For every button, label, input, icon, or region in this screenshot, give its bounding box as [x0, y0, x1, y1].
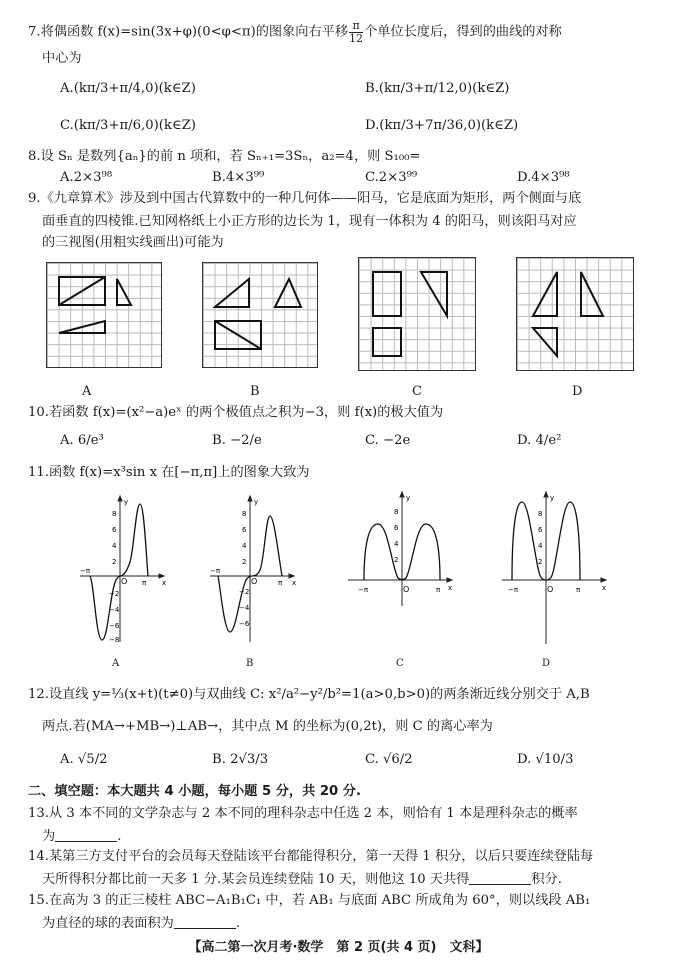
q9-label-a: A: [82, 384, 92, 399]
q9-figure-c: [359, 258, 475, 370]
q9-stem-line3: 的三视图(用粗实线画出)可能为: [42, 235, 224, 250]
q12-stem-line1: 12.设直线 y=⅓(x+t)(t≠0)与双曲线 C: x²/a²−y²/b²=1(a>0,b>0)的两条渐近线分别交于 A,B: [28, 687, 590, 702]
q11-b-tick-4: 4: [242, 542, 247, 550]
q7-stem-line2: 中心为: [42, 51, 82, 66]
q11-c-tick-8: 8: [394, 508, 399, 516]
q14-answer-blank[interactable]: [469, 872, 531, 885]
q9-figure-a: [47, 263, 161, 367]
q13-answer-blank[interactable]: [55, 829, 117, 842]
q11-d-pi: π: [576, 586, 581, 594]
q11-a-tick-m4: −4: [109, 606, 120, 614]
q11-graph-c: [344, 488, 456, 608]
q7-option-c: C.(kπ/3+π/6,0)(k∈Z): [60, 118, 196, 133]
q10-option-d: D. 4/e²: [517, 433, 562, 448]
q11-graph-b: [206, 492, 298, 652]
q14-stem-line1: 14.某第三方支付平台的会员每天登陆该平台都能得积分，第一天得 1 积分，以后只要连续登陆每: [28, 849, 594, 864]
q11-c-tick-6: 6: [394, 524, 399, 532]
q11-b-tick-8: 8: [242, 510, 247, 518]
q10-option-c: C. −2e: [365, 433, 411, 448]
q11-label-a: A: [112, 658, 120, 669]
q11-a-tick-m6: −6: [109, 622, 120, 630]
q12-stem-line2: 两点.若(MA→+MB→)⊥AB→，其中点 M 的坐标为(0,2t)，则 C 的离心率为: [42, 719, 493, 734]
q11-a-neg-pi: −π: [80, 567, 91, 575]
q13-stem-line2: 为 .: [42, 829, 122, 844]
q11-b-neg-pi: −π: [210, 567, 221, 575]
q11-a-axis-x: x: [162, 579, 167, 587]
q11-b-tick-m2: −2: [239, 588, 250, 596]
q11-label-c: C: [396, 658, 404, 669]
q15-stem-line2: 为直径的球的表面积为 .: [42, 916, 241, 931]
q7-option-b: B.(kπ/3+π/12,0)(k∈Z): [365, 81, 510, 96]
q13-stem-line1: 13.从 3 本不同的文学杂志与 2 本不同的理科杂志中任选 2 本，则恰有 1 本是理科杂志的概率: [28, 806, 578, 821]
q11-d-origin: O: [547, 585, 554, 594]
q11-c-pi: π: [436, 586, 441, 594]
q8-option-c: C.2×3⁹⁹: [365, 170, 418, 185]
q9-grid-d: [516, 257, 634, 371]
q7-stem-line1: 7.将偶函数 f(x)=sin(3x+φ)(0<φ<π)的图象向右平移 $\frac{\pi}{12}$ 个单位长度后，得到的曲线的对称: [28, 19, 562, 45]
q11-c-tick-2: 2: [394, 556, 399, 564]
q11-graph-d: [498, 488, 610, 648]
q11-d-axis-x: x: [602, 584, 607, 592]
q12-option-a: A. √5/2: [60, 752, 108, 767]
q12-option-c: C. √6/2: [365, 752, 413, 767]
q14-stem-line2: 天所得积分都比前一天多 1 分.某会员连续登陆 10 天，则他这 10 天共得 积分.: [42, 872, 562, 887]
q11-b-pi: π: [278, 579, 283, 587]
q7-fraction: $\frac{\pi}{12}$: [349, 19, 364, 45]
q11-b-axis-y: y: [254, 498, 259, 506]
q11-b-tick-2: 2: [242, 558, 247, 566]
q11-d-axis-y: y: [550, 494, 555, 502]
q11-a-tick-4: 4: [112, 542, 117, 550]
q10-stem: 10.若函数 f(x)=(x²−a)eˣ 的两个极值点之积为−3，则 f(x)的极大值为: [28, 405, 444, 420]
q9-stem-line2: 面垂直的四棱锥.已知网格纸上小正方形的边长为 1，现有一体积为 4 的阳马，则该阳马对应: [42, 214, 577, 229]
q11-label-d: D: [542, 658, 551, 669]
q11-c-axis-y: y: [406, 494, 411, 502]
q11-d-tick-6: 6: [538, 526, 543, 534]
q11-a-origin: O: [121, 577, 128, 586]
q9-grid-b: [202, 262, 318, 368]
q11-a-tick-m2: −2: [109, 590, 120, 598]
q11-c-tick-4: 4: [394, 540, 399, 548]
q9-label-b: B: [250, 384, 260, 399]
q9-grid-c: [358, 257, 476, 371]
q11-a-tick-8: 8: [112, 510, 117, 518]
q8-option-d: D.4×3⁹⁸: [517, 170, 570, 185]
q11-b-tick-m6: −6: [239, 620, 250, 628]
q9-figure-d: [517, 258, 633, 370]
q9-figure-b: [203, 263, 317, 367]
q8-option-a: A.2×3⁹⁸: [60, 170, 113, 185]
q11-label-b: B: [246, 658, 254, 669]
q11-d-tick-8: 8: [538, 510, 543, 518]
q11-c-axis-x: x: [448, 584, 453, 592]
q11-graph-a: [76, 492, 168, 652]
q9-grid-a: [46, 262, 162, 368]
section-fill-in-heading: 二、填空题：本大题共 4 小题，每小题 5 分，共 20 分.: [28, 784, 362, 799]
q15-stem-line1: 15.在高为 3 的正三棱柱 ABC−A₁B₁C₁ 中，若 AB₁ 与底面 ABC 所成角为 60°，则以线段 AB₁: [28, 893, 591, 908]
q11-a-tick-2: 2: [112, 558, 117, 566]
q9-stem-line1: 9.《九章算术》涉及到中国古代算数中的一种几何体——阳马，它是底面为矩形，两个侧面与底: [28, 191, 582, 206]
q11-c-neg-pi: −π: [358, 586, 369, 594]
q11-b-origin: O: [251, 577, 258, 586]
q9-label-d: D: [572, 384, 583, 399]
q11-stem: 11.函数 f(x)=x³sin x 在[−π,π]上的图象大致为: [28, 465, 310, 480]
q11-a-pi: π: [142, 579, 147, 587]
q12-option-d: D. √10/3: [517, 752, 574, 767]
q11-a-tick-6: 6: [112, 526, 117, 534]
q11-c-origin: O: [403, 585, 410, 594]
q12-option-b: B. 2√3/3: [212, 752, 269, 767]
q11-b-axis-x: x: [292, 579, 297, 587]
q11-a-axis-y: y: [124, 498, 129, 506]
q9-label-c: C: [412, 384, 422, 399]
q10-option-a: A. 6/e³: [60, 433, 104, 448]
q8-option-b: B.4×3⁹⁹: [212, 170, 265, 185]
page-footer: 【高二第一次月考·数学 第 2 页(共 4 页) 文科】: [188, 940, 489, 955]
q11-a-tick-m8: −8: [109, 636, 120, 644]
q10-option-b: B. −2/e: [212, 433, 262, 448]
q15-answer-blank[interactable]: [174, 916, 236, 929]
q7-option-d: D.(kπ/3+7π/36,0)(k∈Z): [365, 118, 519, 133]
q11-d-neg-pi: −π: [508, 586, 519, 594]
q7-option-a: A.(kπ/3+π/4,0)(k∈Z): [60, 81, 196, 96]
q11-b-tick-m4: −4: [239, 604, 250, 612]
q11-d-tick-2: 2: [538, 558, 543, 566]
q11-d-tick-4: 4: [538, 542, 543, 550]
q11-b-tick-6: 6: [242, 526, 247, 534]
q8-stem: 8.设 Sₙ 是数列{aₙ}的前 n 项和，若 Sₙ₊₁=3Sₙ，a₂=4，则 S₁₀₀=: [28, 149, 421, 164]
